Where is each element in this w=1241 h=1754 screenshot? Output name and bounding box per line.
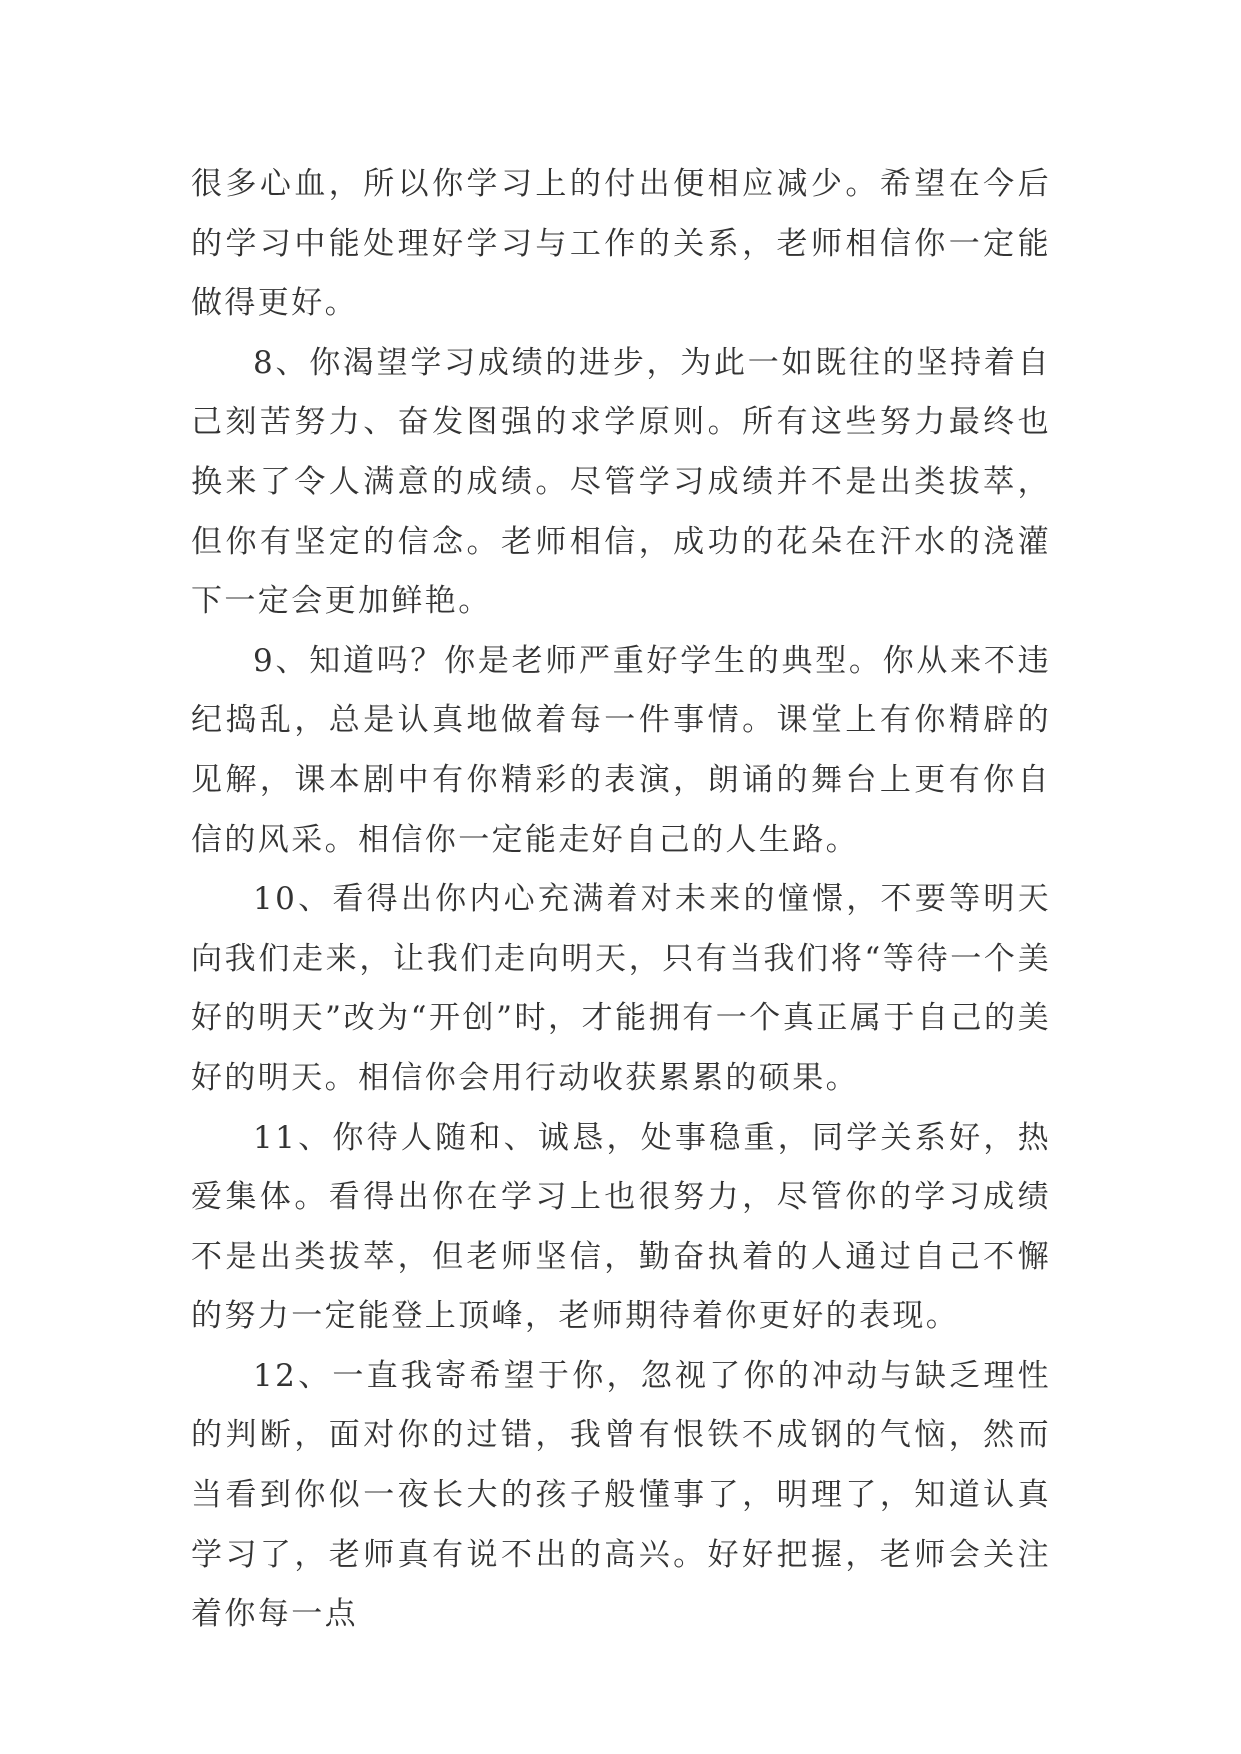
paragraph-comment-9: 9、知道吗？你是老师严重好学生的典型。你从来不违纪捣乱，总是认真地做着每一件事情。课堂上有你精辟的见解，课本剧中有你精彩的表演，朗诵的舞台上更有你自信的风采。相信你一定能走好自己的人生路。 — [191, 642, 1051, 858]
paragraph-comment-8: 8、你渴望学习成绩的进步，为此一如既往的坚持着自己刻苦努力、奋发图强的求学原则。所有这些努力最终也换来了令人满意的成绩。尽管学习成绩并不是出类拔萃，但你有坚定的信念。老师相信，成功的花朵在汗水的浇灌下一定会更加鲜艳。 — [191, 344, 1051, 620]
paragraph-continuation: 很多心血，所以你学习上的付出便相应减少。希望在今后的学习中能处理好学习与工作的关系，老师相信你一定能做得更好。 — [191, 166, 1051, 322]
paragraph-comment-10: 10、看得出你内心充满着对未来的憧憬，不要等明天向我们走来，让我们走向明天，只有当我们将“等待一个美好的明天”改为“开创”时，才能拥有一个真正属于自己的美好的明天。相信你会用行动收获累累的硕果。 — [191, 881, 1051, 1096]
document-body — [191, 155, 1051, 1645]
paragraph-comment-11: 11、你待人随和、诚恳，处事稳重，同学关系好，热爱集体。看得出你在学习上也很努力，尽管你的学习成绩不是出类拔萃，但老师坚信，勤奋执着的人通过自己不懈的努力一定能登上顶峰，老师期待着你更好的表现。 — [191, 1119, 1051, 1335]
paragraph-comment-12: 12、一直我寄希望于你，忽视了你的冲动与缺乏理性的判断，面对你的过错，我曾有恨铁不成钢的气恼，然而当看到你似一夜长大的孩子般懂事了，明理了，知道认真学习了，老师真有说不出的高兴。好好把握，老师会关注着你每一点 — [191, 1357, 1051, 1633]
